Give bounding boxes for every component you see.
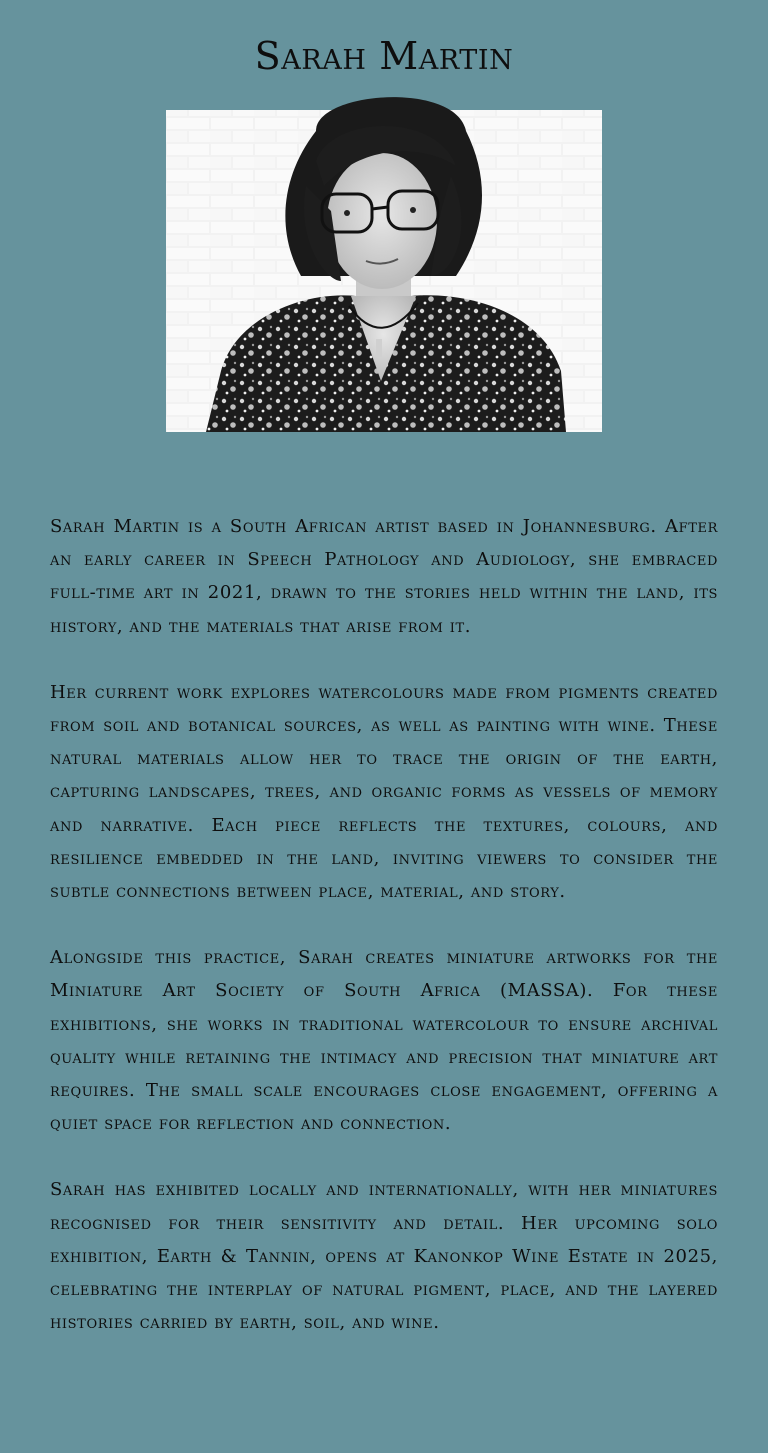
biography: [50, 510, 718, 1372]
bio-paragraph: Alongside this practice, Sarah creates miniature artworks for the Miniature Art Society of South Africa (MASSA). For these exhibitions, she works in traditional watercolour to ensure archival quality while retaining the intimacy and precision that miniature art requires. The small scale encourages close engagement, offering a quiet space for reflection and connection.: [50, 947, 718, 1135]
artist-name-heading: Sarah Martin: [254, 34, 514, 78]
bio-paragraph: Sarah has exhibited locally and internationally, with her miniatures recognised for their sensitivity and detail. Her upcoming solo exhibition, Earth & Tannin, opens at Kanonkop Wine Estate in 2025, celebrating the interplay of natural pigment, place, and the layered histories carried by earth, soil, and wine.: [50, 1179, 718, 1334]
artist-portrait: [166, 91, 602, 432]
bio-paragraph: Sarah Martin is a South African artist based in Johannesburg. After an early career in Speech Pathology and Audiology, she embraced full-time art in 2021, drawn to the stories held within the land, its history, and the materials that arise from it.: [50, 516, 718, 637]
bio-paragraph: Her current work explores watercolours made from pigments created from soil and botanical sources, as well as painting with wine. These natural materials allow her to trace the origin of the earth, capturing landscapes, trees, and organic forms as vessels of memory and narrative. Each piece reflects the textures, colours, and resilience embedded in the land, inviting viewers to consider the subtle connections between place, material, and story.: [50, 681, 718, 903]
